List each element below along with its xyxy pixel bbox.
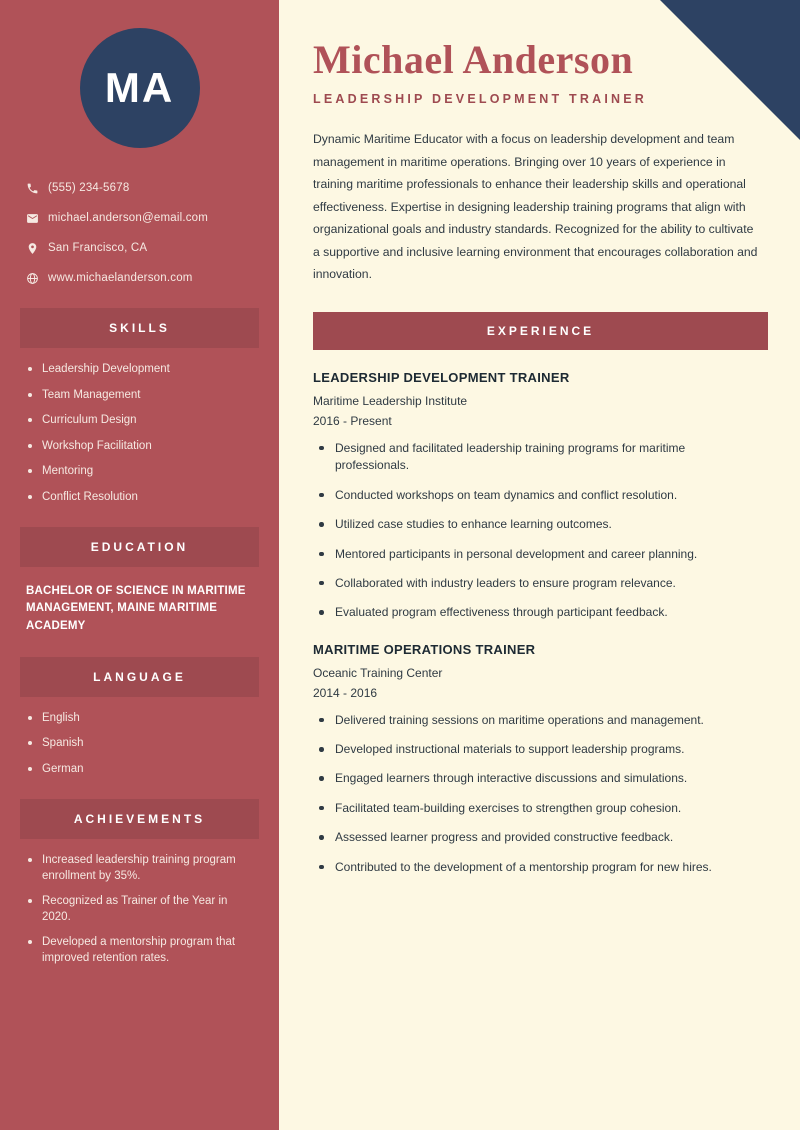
sidebar-section-skills-title: SKILLS	[20, 308, 259, 348]
experience-job-title: MARITIME OPERATIONS TRAINER	[313, 641, 536, 657]
phone-icon	[26, 180, 48, 196]
list-item: Facilitated team-building exercises to strengthen group cohesion.	[317, 800, 757, 817]
contact-phone-text: (555) 234-5678	[48, 182, 130, 194]
skills-list	[20, 362, 259, 505]
experience-dates: 2016 - Present	[313, 413, 392, 428]
experience-entry	[313, 642, 768, 876]
list-item: Contributed to the development of a mentorship program for new hires.	[317, 859, 757, 876]
experience-bullet-list	[313, 712, 768, 876]
job-role-subtitle: LEADERSHIP DEVELOPMENT TRAINER	[313, 92, 647, 106]
list-item: Mentored participants in personal development and career planning.	[317, 546, 757, 563]
corner-decoration	[660, 0, 800, 140]
list-item: Recognized as Trainer of the Year in 2020.	[26, 894, 259, 925]
envelope-icon	[26, 210, 48, 226]
list-item: German	[26, 762, 259, 778]
list-item: Delivered training sessions on maritime operations and management.	[317, 712, 757, 729]
profile-summary: Dynamic Maritime Educator with a focus on leadership development and team management in maritime operations. Bringing over 10 years of experience in training maritime professionals to enhance their leadership skills and operational effectiveness. Expertise in designing leadership training programs that align with organizational goals and industry standards. Recognized for the ability to cultivate a supportive and inclusive learning environment that encourages collaboration and innovation.	[313, 132, 758, 282]
avatar-container	[20, 0, 259, 148]
list-item: Developed instructional materials to support leadership programs.	[317, 741, 757, 758]
experience-dates: 2014 - 2016	[313, 685, 378, 700]
main-content	[279, 0, 800, 1130]
list-item: Utilized case studies to enhance learning outcomes.	[317, 516, 757, 533]
list-item: Workshop Facilitation	[26, 439, 259, 455]
list-item: Spanish	[26, 736, 259, 752]
contact-item-location	[26, 240, 259, 256]
contact-item-phone	[26, 180, 259, 196]
page-title: Michael Anderson	[313, 37, 634, 82]
list-item: Conflict Resolution	[26, 490, 259, 506]
experience-job-title: LEADERSHIP DEVELOPMENT TRAINER	[313, 369, 570, 385]
sidebar	[0, 0, 279, 1130]
globe-icon	[26, 270, 48, 286]
contact-list	[20, 180, 259, 286]
list-item: Designed and facilitated leadership training programs for maritime professionals.	[317, 440, 757, 475]
list-item: Curriculum Design	[26, 413, 259, 429]
experience-bullet-list	[313, 440, 768, 622]
avatar: MA	[80, 28, 200, 148]
list-item: Evaluated program effectiveness through participant feedback.	[317, 604, 757, 621]
list-item: Leadership Development	[26, 362, 259, 378]
list-item: Collaborated with industry leaders to ensure program relevance.	[317, 575, 757, 592]
list-item: English	[26, 711, 259, 727]
achievements-list	[20, 853, 259, 966]
sidebar-section-achievements-title: ACHIEVEMENTS	[20, 799, 259, 839]
list-item: Team Management	[26, 388, 259, 404]
language-list	[20, 711, 259, 778]
experience-organization: Oceanic Training Center	[313, 665, 443, 680]
experience-organization: Maritime Leadership Institute	[313, 393, 468, 408]
contact-website-text: www.michaelanderson.com	[48, 272, 193, 284]
contact-item-email	[26, 210, 259, 226]
list-item: Increased leadership training program enrollment by 35%.	[26, 853, 259, 884]
contact-location-text: San Francisco, CA	[48, 242, 148, 254]
experience-entry	[313, 370, 768, 622]
list-item: Engaged learners through interactive discussions and simulations.	[317, 770, 757, 787]
section-experience-title: EXPERIENCE	[313, 312, 768, 350]
list-item: Mentoring	[26, 464, 259, 480]
location-pin-icon	[26, 240, 48, 256]
list-item: Developed a mentorship program that improved retention rates.	[26, 935, 259, 966]
sidebar-section-education-title: EDUCATION	[20, 527, 259, 567]
list-item: Assessed learner progress and provided constructive feedback.	[317, 829, 757, 846]
list-item: Conducted workshops on team dynamics and conflict resolution.	[317, 487, 757, 504]
sidebar-section-language-title: LANGUAGE	[20, 657, 259, 697]
contact-email-text: michael.anderson@email.com	[48, 212, 209, 224]
education-entry: BACHELOR OF SCIENCE IN MARITIME MANAGEMENT, MAINE MARITIME ACADEMY	[26, 585, 246, 632]
contact-item-website	[26, 270, 259, 286]
